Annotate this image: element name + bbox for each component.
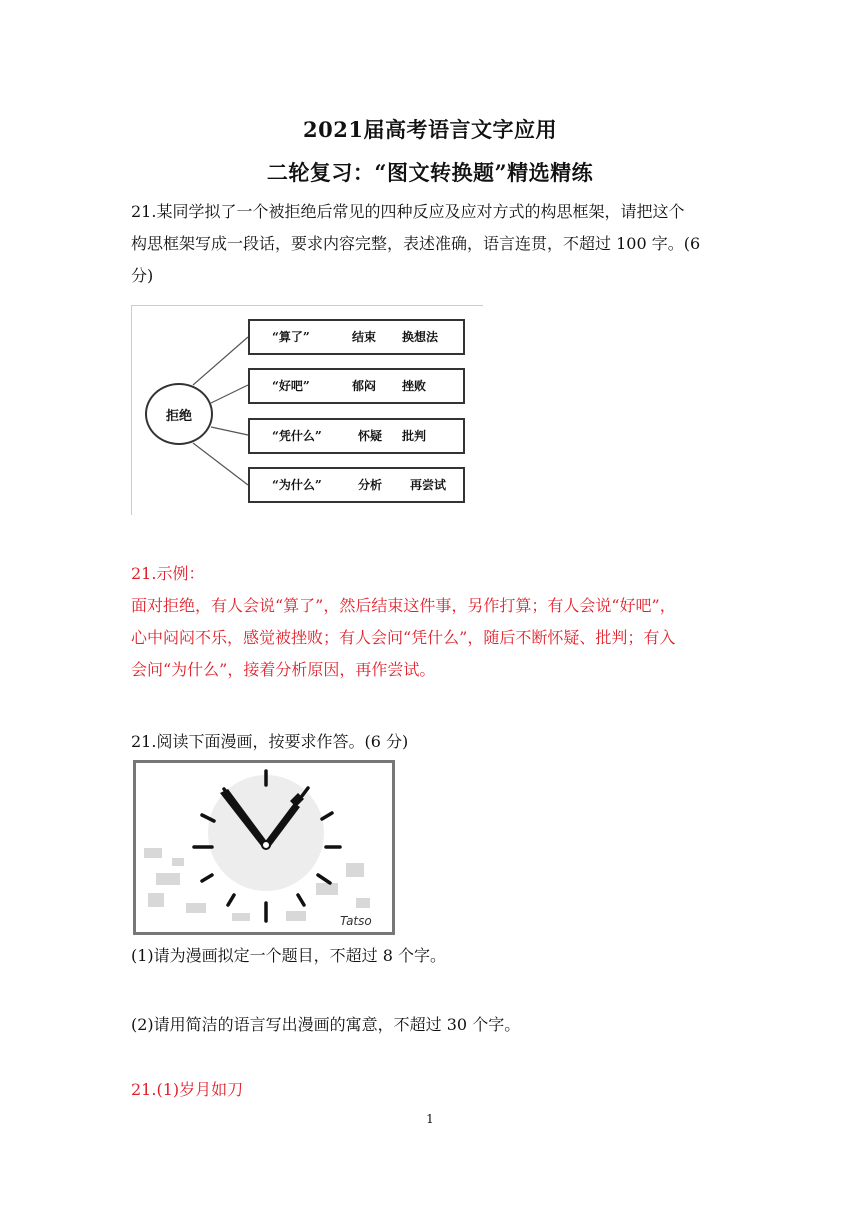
answer-1-line1: 面对拒绝，有人会说“算了”，然后结束这件事，另作打算；有人会说“好吧”， xyxy=(131,596,676,615)
diagram-row-4-say: “为什么” xyxy=(272,478,322,492)
diagram-row-3 xyxy=(248,418,465,454)
diagram-row-1-say: “算了” xyxy=(272,330,310,344)
question-2-answer1: 21.(1)岁月如刀 xyxy=(131,1080,244,1099)
clock-illustration xyxy=(136,763,392,932)
question-1-prompt-line2: 构思框架写成一段话，要求内容完整，表述准确，语言连贯，不超过 100 字。(6 xyxy=(131,234,701,253)
question-2-sub1: (1)请为漫画拟定一个题目，不超过 8 个字。 xyxy=(131,946,447,965)
answer-1-line2: 心中闷闷不乐，感觉被挫败；有人会问“凭什么”，随后不断怀疑、批判；有入 xyxy=(131,628,676,647)
diagram-row-4-feel: 分析 xyxy=(358,478,383,492)
diagram-row-4-act: 再尝试 xyxy=(410,478,447,492)
question-1-prompt-line3: 分) xyxy=(131,266,154,285)
diagram-row-2 xyxy=(248,368,465,404)
diagram-row-2-say: “好吧” xyxy=(272,379,310,393)
diagram-center-node: 拒绝 xyxy=(145,383,213,445)
page-title-line2: 二轮复习：“图文转换题”精选精练 xyxy=(266,160,594,185)
answer-1-line3: 会问“为什么”，接着分析原因，再作尝试。 xyxy=(131,660,436,679)
diagram-row-1-feel: 结束 xyxy=(352,330,377,344)
rejection-diagram xyxy=(131,305,483,515)
diagram-row-3-feel: 怀疑 xyxy=(358,429,383,443)
clock-cartoon xyxy=(133,760,395,935)
diagram-row-2-feel: 郁闷 xyxy=(352,379,377,393)
question-2-sub2: (2)请用简洁的语言写出漫画的寓意，不超过 30 个字。 xyxy=(131,1015,521,1034)
question-1-prompt xyxy=(131,196,731,292)
diagram-row-1-act: 换想法 xyxy=(402,330,439,344)
diagram-row-4 xyxy=(248,467,465,503)
diagram-row-3-act: 批判 xyxy=(402,429,427,443)
question-1-prompt-line1: 21.某同学拟了一个被拒绝后常见的四种反应及应对方式的构思框架，请把这个 xyxy=(131,202,685,221)
page-number: 1 xyxy=(426,1112,434,1126)
diagram-row-3-say: “凭什么” xyxy=(272,429,322,443)
answer-1-label: 21.示例： xyxy=(131,564,205,583)
question-2-prompt: 21.阅读下面漫画，按要求作答。(6 分) xyxy=(131,732,409,751)
cartoon-signature: Tatso xyxy=(340,914,372,928)
diagram-row-2-act: 挫败 xyxy=(402,379,427,393)
diagram-row-1 xyxy=(248,319,465,355)
page-title-line1: 2021届高考语言文字应用 xyxy=(303,117,557,142)
question-1-answer xyxy=(131,558,731,686)
